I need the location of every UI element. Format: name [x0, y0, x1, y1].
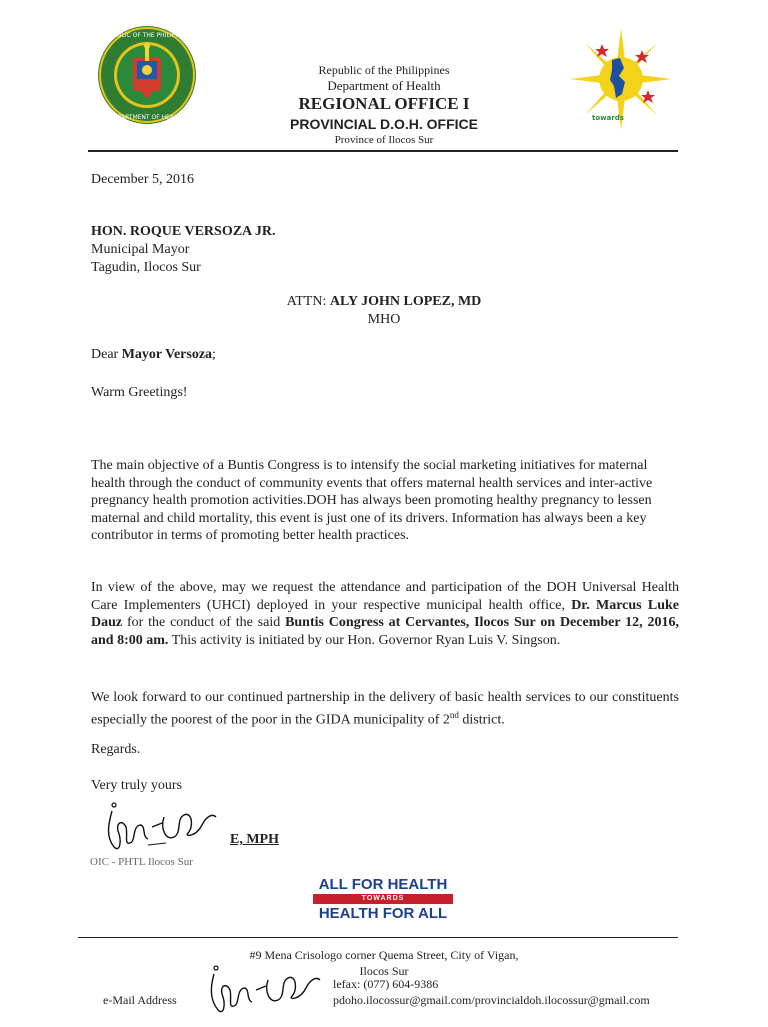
attn-prefix: ATTN:	[286, 294, 330, 309]
signatory-name: E, MPH	[230, 832, 279, 847]
banner-line2: TOWARDS	[313, 894, 453, 904]
para2-part-a: In view of the above, may we request the attendance and participation of the DOH Universal Health Care Implementers (UHCI) deployed in your respective municipal health office,	[91, 580, 679, 613]
footer-email-value: pdoho.ilocossur@gmail.com/provincialdoh.ilocossur@gmail.com	[333, 993, 650, 1007]
signatory-subtitle: OIC - PHTL Ilocos Sur	[90, 856, 193, 868]
svg-text:DEPARTMENT OF HEALTH: DEPARTMENT OF HEALTH	[109, 114, 185, 121]
footer-city: Ilocos Sur	[359, 964, 409, 978]
regards: Regards.	[91, 742, 141, 757]
svg-text:REPUBLIC OF THE PHILIPPINES: REPUBLIC OF THE PHILIPPINES	[101, 32, 193, 39]
footer-email-label: e-Mail Address	[103, 993, 177, 1007]
footer-address: #9 Mena Crisologo corner Quema Street, City of Vigan,	[249, 948, 519, 962]
letter-date: December 5, 2016	[91, 172, 195, 187]
para3-part-b: district.	[458, 712, 505, 728]
header-provincial-office: PROVINCIAL D.O.H. OFFICE	[290, 116, 478, 132]
all-for-health-banner	[313, 876, 453, 922]
attn-name: ALY JOHN LOPEZ, MD	[329, 294, 482, 309]
attn-line	[0, 293, 768, 311]
para2-part-c: for the conduct of the said	[122, 615, 286, 630]
salutation-suffix: ;	[212, 347, 216, 362]
para2-doctor-name: Dr. Marcus Luke Dauz	[91, 597, 679, 630]
paragraph-objective: The main objective of a Buntis Congress is to intensify the social marketing initiatives for maternal health through the conduct of community events that offers maternal health services and inter-active pregnancy health promotion activities.DOH has always been promoting healthy pregnancy to lessen maternal and child mortality, this event is just one of its drivers. Information has always been a key contributor in terms of promoting better health practices.	[91, 458, 653, 543]
salutation-name: Mayor Versoza	[121, 347, 213, 362]
svg-text:towards: towards	[592, 114, 624, 122]
recipient-title: Municipal Mayor	[91, 242, 190, 257]
para3-superscript: nd	[449, 709, 459, 720]
greeting: Warm Greetings!	[91, 385, 188, 400]
para3-part-a: We look forward to our continued partnership in the delivery of basic health services to our constituents especially the poorest of the poor in the GIDA municipality of 2	[91, 690, 679, 728]
recipient-place: Tagudin, Ilocos Sur	[91, 260, 201, 275]
footer-signature	[200, 962, 330, 1022]
recipient-name: HON. ROQUE VERSOZA JR.	[91, 224, 276, 239]
attn-title: MHO	[367, 312, 401, 327]
header-province: Province of Ilocos Sur	[334, 134, 434, 146]
banner-line1: ALL FOR HEALTH	[318, 876, 448, 893]
para2-event-details: Buntis Congress at Cervantes, Ilocos Sur on December 12, 2016, and 8:00 am.	[91, 615, 679, 648]
paragraph-request	[91, 579, 679, 649]
header-department: Department of Health	[327, 78, 441, 93]
footer-signature-icon	[200, 962, 330, 1022]
banner-line3: HEALTH FOR ALL	[318, 905, 448, 922]
footer-telefax: lefax: (077) 604-9386	[333, 977, 439, 991]
salutation-prefix: Dear	[91, 347, 122, 362]
header-country: Republic of the Philippines	[318, 63, 450, 77]
header-regional-office: REGIONAL OFFICE I	[298, 94, 470, 113]
paragraph-partnership	[91, 689, 679, 729]
para2-part-e: This activity is initiated by our Hon. Governor Ryan Luis V. Singson.	[168, 632, 561, 648]
closing: Very truly yours	[91, 778, 182, 793]
header-divider	[88, 150, 678, 152]
salutation	[91, 346, 216, 364]
footer-divider	[78, 937, 678, 938]
